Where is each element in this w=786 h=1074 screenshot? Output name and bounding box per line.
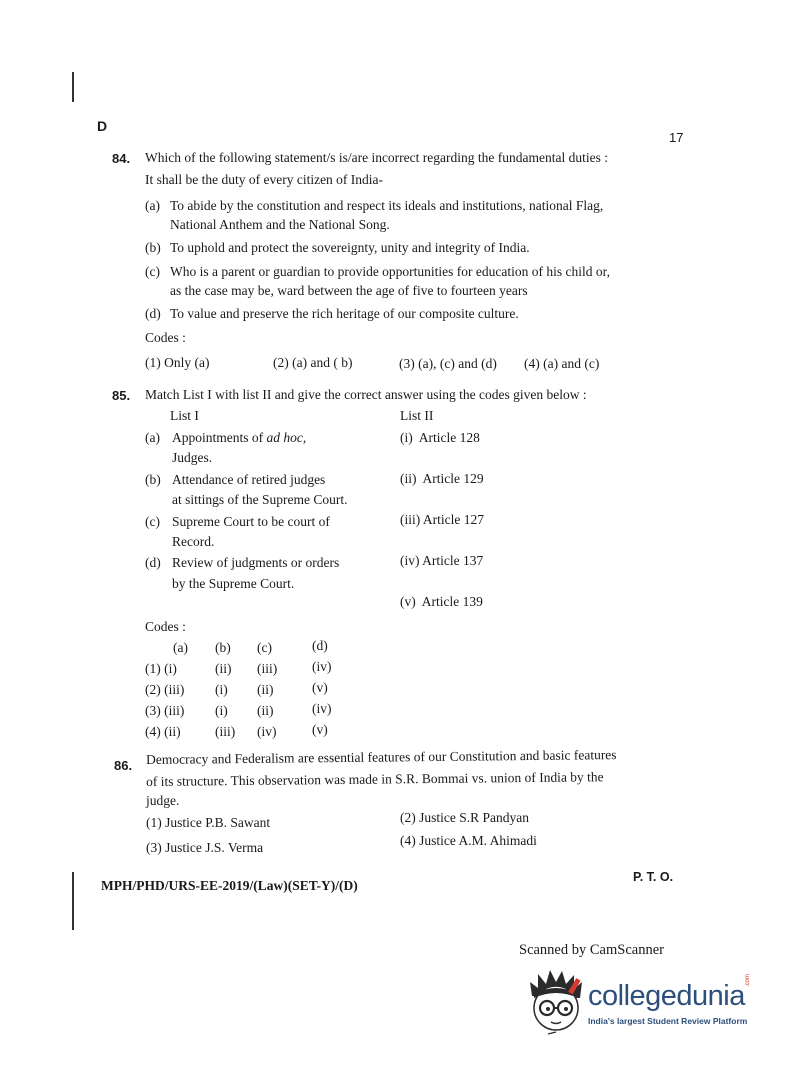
logo-tagline: India's largest Student Review Platform [588,1016,748,1026]
list-1-label: (a) [145,430,160,445]
scanner-watermark: Scanned by CamScanner [519,942,664,958]
logo-wordmark: collegedunia [588,980,745,1012]
question-stem: of its structure. This observation was made in S.R. Bommai vs. union of India by the [146,769,604,789]
statement-label: (d) [145,306,161,321]
codes-cell: (i) [215,703,228,718]
question-number: 84. [112,151,131,166]
codes-header-cell: (a) [173,640,188,655]
statement-text: To uphold and protect the sovereignty, unity and integrity of India. [170,240,530,255]
list-2-item: (ii) Article 129 [400,471,484,486]
codes-cell: (v) [312,722,328,737]
codes-header-cell: (b) [215,640,231,655]
statement-label: (a) [145,198,160,213]
codes-cell: (i) [215,682,228,697]
question-stem: Democracy and Federalism are essential features of our Constitution and basic features [146,747,617,767]
collegedunia-logo [526,968,756,1040]
statement-label: (c) [145,264,160,279]
question-stem: Match List I with list II and give the correct answer using the codes given below : [145,387,587,402]
codes-cell: (iii) [257,661,278,676]
codes-cell: (2) (iii) [145,682,185,697]
answer-option: (2) Justice S.R Pandyan [400,810,529,825]
paper-code: MPH/PHD/URS-EE-2019/(Law)(SET-Y)/(D) [101,878,358,893]
question-number: 86. [114,758,133,773]
answer-option: (4) (a) and (c) [524,356,600,371]
answer-option: (3) Justice J.S. Verma [146,840,264,855]
list-1-item: Attendance of retired judges [172,472,326,487]
list-1-item: Record. [172,534,215,549]
list-2-item: (iii) Article 127 [400,512,484,527]
codes-header-cell: (c) [257,640,272,655]
codes-cell: (iii) [215,724,236,739]
statement-label: (b) [145,240,161,255]
scan-margin-line-bottom [72,872,74,930]
list-1-item: Judges. [172,450,213,465]
list-1-item: by the Supreme Court. [172,576,295,591]
codes-label: Codes : [145,330,186,345]
statement-text: as the case may be, ward between the age of five to fourteen years [170,283,528,298]
page-number: 17 [669,130,684,145]
logo-suffix: .com [745,973,751,987]
list-1-item: at sittings of the Supreme Court. [172,492,348,507]
list-2-header: List II [400,408,434,423]
codes-cell: (v) [312,680,328,695]
list-2-item: (i) Article 128 [400,430,480,445]
codes-header-cell: (d) [312,638,328,653]
answer-option: (3) (a), (c) and (d) [399,356,497,371]
codes-cell: (ii) [257,703,274,718]
statement-text: To abide by the constitution and respect its ideals and institutions, national Flag, [170,198,604,213]
list-1-item-italic: ad hoc, [266,430,307,445]
codes-cell: (iv) [312,701,332,716]
answer-option: (1) Only (a) [145,355,210,370]
question-number: 85. [112,388,131,403]
codes-label: Codes : [145,619,186,634]
list-2-item: (iv) Article 137 [400,553,484,568]
scan-margin-line-top [72,72,74,102]
list-1-item: Supreme Court to be court of [172,514,330,529]
mascot-icon [526,968,586,1038]
question-stem: Which of the following statement/s is/are incorrect regarding the fundamental duties : [145,150,608,165]
codes-cell: (4) (ii) [145,724,181,739]
codes-cell: (1) (i) [145,661,177,676]
codes-cell: (ii) [257,682,274,697]
codes-cell: (3) (iii) [145,703,185,718]
page-turn-marker: P. T. O. [633,870,674,884]
list-1-item: Review of judgments or orders [172,555,340,570]
list-1-label: (b) [145,472,161,487]
question-stem: judge. [146,793,180,808]
list-2-item: (v) Article 139 [400,594,483,609]
codes-cell: (iv) [312,659,332,674]
statement-text: Who is a parent or guardian to provide opportunities for education of his child or, [170,264,610,279]
answer-option: (1) Justice P.B. Sawant [146,815,271,830]
list-1-header: List I [170,408,199,423]
answer-option: (4) Justice A.M. Ahimadi [400,833,537,848]
list-1-label: (c) [145,514,160,529]
set-letter: D [97,118,108,134]
codes-cell: (iv) [257,724,277,739]
list-1-item [172,430,306,446]
statement-text: National Anthem and the National Song. [170,217,390,232]
list-1-item-text: Appointments of [172,430,267,445]
answer-option: (2) (a) and ( b) [273,355,353,370]
statement-text: To value and preserve the rich heritage of our composite culture. [170,306,519,321]
list-1-label: (d) [145,555,161,570]
codes-cell: (ii) [215,661,232,676]
question-stem: It shall be the duty of every citizen of India- [145,172,384,187]
